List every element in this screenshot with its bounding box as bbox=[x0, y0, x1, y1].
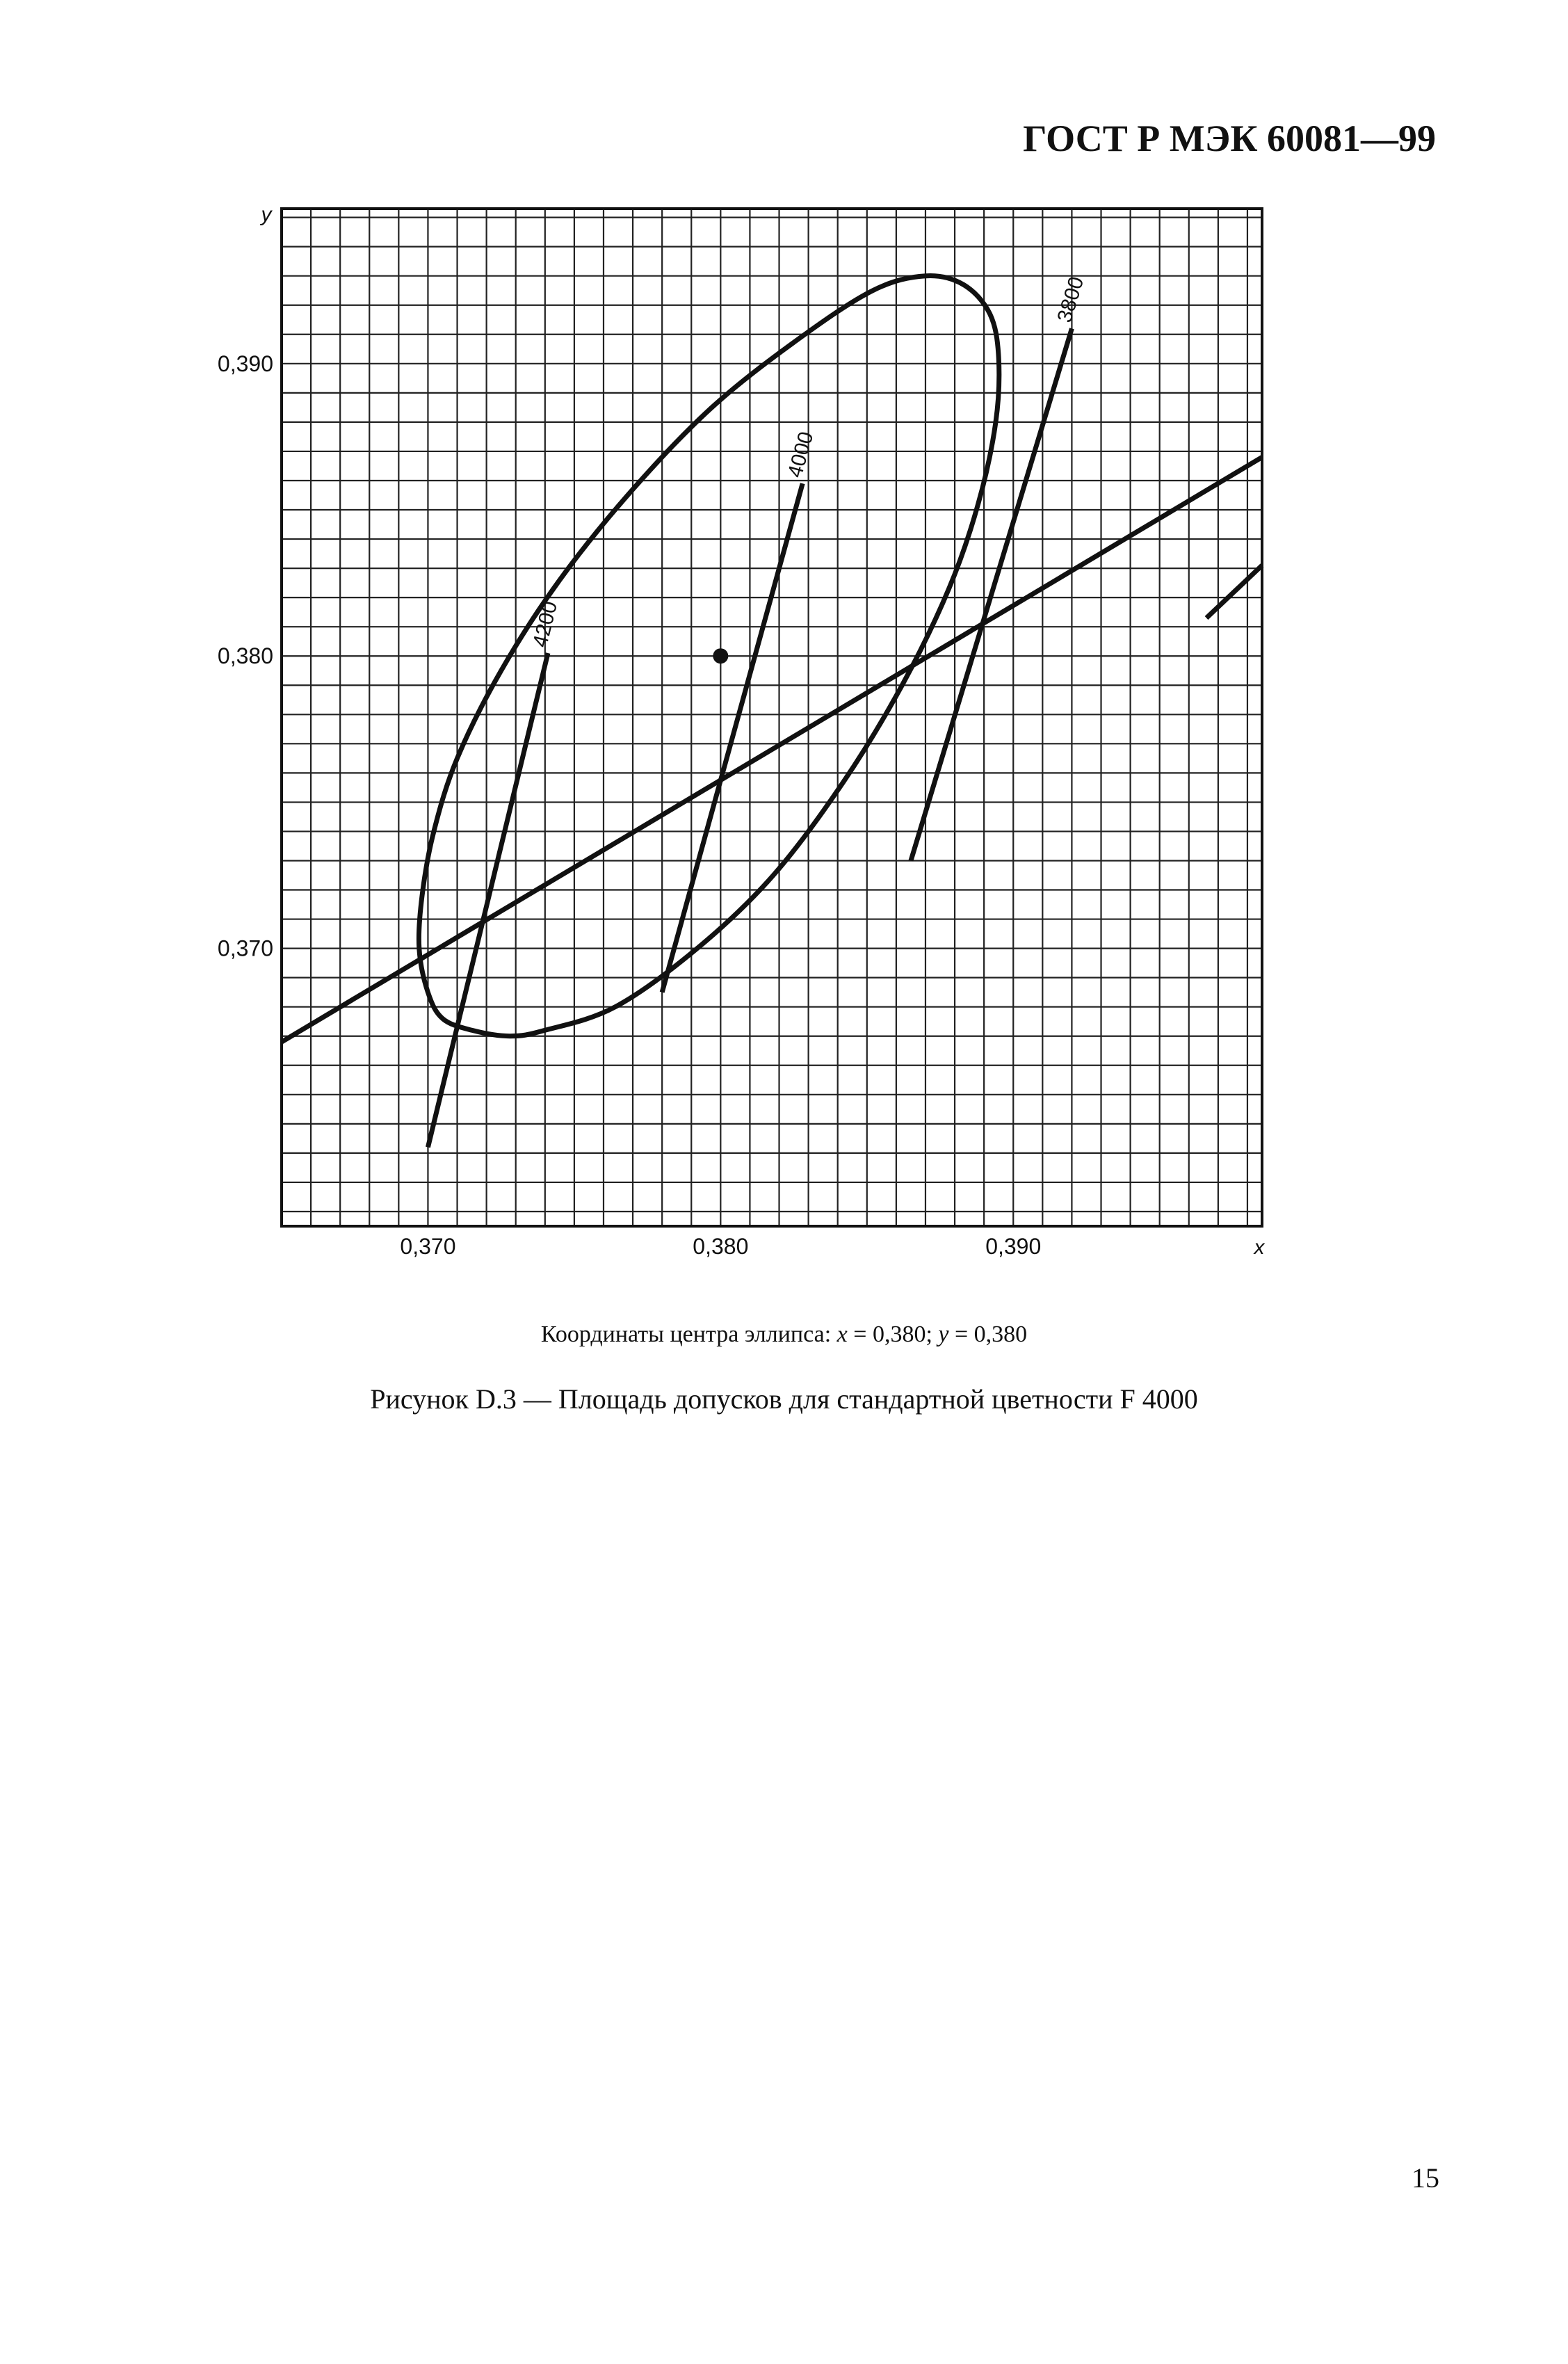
isotherm-line bbox=[1206, 565, 1262, 618]
note-y-eq: = 0,380 bbox=[954, 1321, 1028, 1347]
x-tick-label: 0,390 bbox=[985, 1234, 1042, 1259]
x-tick-label: 0,370 bbox=[400, 1234, 456, 1259]
ellipse-center-point bbox=[713, 648, 728, 664]
chart-labels bbox=[218, 203, 1266, 1259]
y-tick-label: 0,370 bbox=[217, 935, 273, 961]
note-x-eq: = 0,380; bbox=[853, 1321, 932, 1347]
isotherm-label: 4200 bbox=[528, 599, 563, 650]
x-axis-label: x bbox=[1254, 1236, 1265, 1259]
isotherm-label: 3800 bbox=[1053, 274, 1089, 325]
y-axis-label: y bbox=[261, 203, 272, 226]
figure-caption: Рисунок D.3 — Площадь допусков для стандартной цветности F 4000 bbox=[370, 1383, 1198, 1415]
isotherm-line-3800 bbox=[911, 328, 1072, 860]
note-prefix: Координаты центра эллипса: bbox=[540, 1321, 832, 1347]
isotherm-line-4200 bbox=[428, 653, 548, 1147]
document-header: ГОСТ Р МЭК 60081—99 bbox=[1023, 118, 1436, 159]
isotherm-label: 4000 bbox=[783, 429, 818, 481]
note-x-var: x bbox=[836, 1321, 848, 1347]
y-tick-label: 0,390 bbox=[217, 351, 273, 376]
note-y-var: y bbox=[938, 1321, 949, 1347]
x-tick-label: 0,380 bbox=[693, 1234, 749, 1259]
ellipse-center-note bbox=[0, 1321, 1568, 1348]
y-tick-label: 0,380 bbox=[217, 643, 273, 669]
page-number: 15 bbox=[1412, 2162, 1439, 2194]
